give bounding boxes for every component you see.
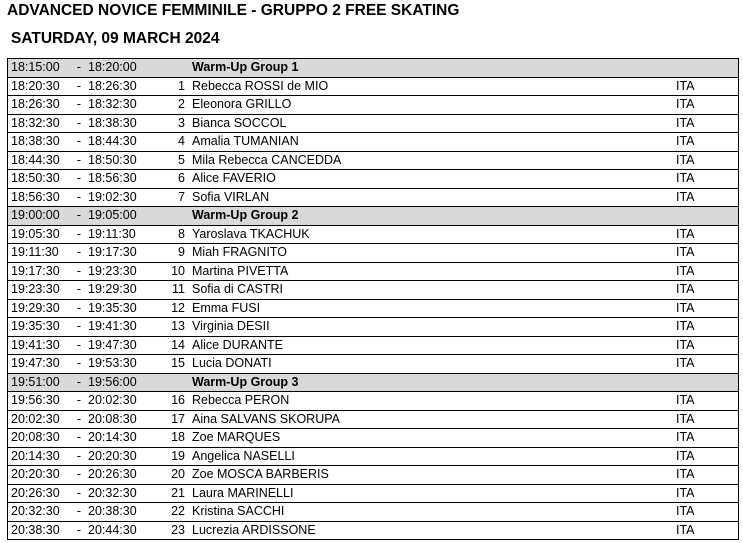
skater-row	[8, 188, 739, 207]
skater-name: Eleonora GRILLO	[192, 96, 650, 115]
nation: ITA	[650, 133, 739, 152]
time-separator: -	[72, 244, 86, 263]
start-number: 17	[152, 410, 192, 429]
time-separator: -	[72, 151, 86, 170]
time-separator: -	[72, 299, 86, 318]
start-time: 19:05:30	[8, 225, 73, 244]
skater-name: Bianca SOCCOL	[192, 114, 650, 133]
skater-name: Kristina SACCHI	[192, 503, 650, 522]
start-time: 18:50:30	[8, 170, 73, 189]
start-number: 1	[152, 77, 192, 96]
skater-row	[8, 447, 739, 466]
end-time: 19:53:30	[86, 355, 152, 374]
start-number: 7	[152, 188, 192, 207]
end-time: 19:47:30	[86, 336, 152, 355]
nation: ITA	[650, 392, 739, 411]
start-number: 14	[152, 336, 192, 355]
start-time: 19:23:30	[8, 281, 73, 300]
schedule-body	[8, 59, 739, 540]
end-time: 18:50:30	[86, 151, 152, 170]
skater-row	[8, 244, 739, 263]
start-number: 3	[152, 114, 192, 133]
start-time: 18:56:30	[8, 188, 73, 207]
skater-row	[8, 429, 739, 448]
start-time: 18:26:30	[8, 96, 73, 115]
time-separator: -	[72, 114, 86, 133]
start-number: 15	[152, 355, 192, 374]
nation	[650, 59, 739, 78]
nation: ITA	[650, 336, 739, 355]
nation: ITA	[650, 447, 739, 466]
time-separator: -	[72, 336, 86, 355]
skater-row	[8, 281, 739, 300]
skater-row	[8, 114, 739, 133]
end-time: 19:56:00	[86, 373, 152, 392]
skater-name: Lucia DONATI	[192, 355, 650, 374]
end-time: 19:35:30	[86, 299, 152, 318]
start-time: 19:56:30	[8, 392, 73, 411]
nation: ITA	[650, 466, 739, 485]
skater-name: Virginia DESII	[192, 318, 650, 337]
schedule-table	[7, 58, 739, 540]
time-separator: -	[72, 77, 86, 96]
skater-name: Amalia TUMANIAN	[192, 133, 650, 152]
warmup-row	[8, 207, 739, 226]
start-number	[152, 59, 192, 78]
skater-row	[8, 410, 739, 429]
start-time: 20:38:30	[8, 521, 73, 540]
skater-row	[8, 484, 739, 503]
start-number: 23	[152, 521, 192, 540]
skater-name: Mila Rebecca CANCEDDA	[192, 151, 650, 170]
end-time: 19:02:30	[86, 188, 152, 207]
time-separator: -	[72, 521, 86, 540]
start-number	[152, 373, 192, 392]
skater-name: Sofia VIRLAN	[192, 188, 650, 207]
nation: ITA	[650, 484, 739, 503]
nation	[650, 207, 739, 226]
start-number: 18	[152, 429, 192, 448]
nation: ITA	[650, 355, 739, 374]
time-separator: -	[72, 466, 86, 485]
skater-row	[8, 133, 739, 152]
start-number: 22	[152, 503, 192, 522]
time-separator: -	[72, 207, 86, 226]
start-number: 8	[152, 225, 192, 244]
skater-name: Aina SALVANS SKORUPA	[192, 410, 650, 429]
skater-name: Miah FRAGNITO	[192, 244, 650, 263]
start-time: 18:15:00	[8, 59, 73, 78]
start-time: 19:47:30	[8, 355, 73, 374]
time-separator: -	[72, 59, 86, 78]
warmup-row	[8, 373, 739, 392]
skater-name: Zoe MOSCA BARBERIS	[192, 466, 650, 485]
time-separator: -	[72, 429, 86, 448]
time-separator: -	[72, 225, 86, 244]
nation: ITA	[650, 244, 739, 263]
time-separator: -	[72, 318, 86, 337]
skater-row	[8, 355, 739, 374]
end-time: 20:08:30	[86, 410, 152, 429]
skater-row	[8, 503, 739, 522]
start-number: 19	[152, 447, 192, 466]
nation: ITA	[650, 429, 739, 448]
time-separator: -	[72, 170, 86, 189]
skater-name: Emma FUSI	[192, 299, 650, 318]
end-time: 20:38:30	[86, 503, 152, 522]
warmup-group-label: Warm-Up Group 2	[192, 207, 650, 226]
nation: ITA	[650, 225, 739, 244]
start-number: 9	[152, 244, 192, 263]
end-time: 19:17:30	[86, 244, 152, 263]
start-time: 19:41:30	[8, 336, 73, 355]
start-number: 21	[152, 484, 192, 503]
skater-row	[8, 170, 739, 189]
end-time: 20:32:30	[86, 484, 152, 503]
skater-name: Rebecca PERON	[192, 392, 650, 411]
start-number: 10	[152, 262, 192, 281]
start-number	[152, 207, 192, 226]
end-time: 18:56:30	[86, 170, 152, 189]
end-time: 19:05:00	[86, 207, 152, 226]
skater-row	[8, 318, 739, 337]
time-separator: -	[72, 281, 86, 300]
skater-name: Alice DURANTE	[192, 336, 650, 355]
start-number: 20	[152, 466, 192, 485]
start-time: 19:00:00	[8, 207, 73, 226]
time-separator: -	[72, 410, 86, 429]
nation: ITA	[650, 262, 739, 281]
skater-row	[8, 96, 739, 115]
time-separator: -	[72, 447, 86, 466]
end-time: 19:23:30	[86, 262, 152, 281]
end-time: 19:29:30	[86, 281, 152, 300]
time-separator: -	[72, 484, 86, 503]
page-title: ADVANCED NOVICE FEMMINILE - GRUPPO 2 FREE SKATING	[7, 2, 460, 19]
time-separator: -	[72, 355, 86, 374]
start-number: 13	[152, 318, 192, 337]
time-separator: -	[72, 96, 86, 115]
nation: ITA	[650, 114, 739, 133]
time-separator: -	[72, 392, 86, 411]
skater-row	[8, 336, 739, 355]
start-number: 4	[152, 133, 192, 152]
start-time: 18:32:30	[8, 114, 73, 133]
skater-row	[8, 77, 739, 96]
skater-name: Lucrezia ARDISSONE	[192, 521, 650, 540]
nation: ITA	[650, 96, 739, 115]
start-time: 18:20:30	[8, 77, 73, 96]
skater-row	[8, 466, 739, 485]
time-separator: -	[72, 503, 86, 522]
nation: ITA	[650, 281, 739, 300]
time-separator: -	[72, 133, 86, 152]
skater-row	[8, 151, 739, 170]
skater-name: Sofia di CASTRI	[192, 281, 650, 300]
nation: ITA	[650, 77, 739, 96]
warmup-group-label: Warm-Up Group 1	[192, 59, 650, 78]
start-time: 19:35:30	[8, 318, 73, 337]
nation: ITA	[650, 299, 739, 318]
start-time: 20:08:30	[8, 429, 73, 448]
time-separator: -	[72, 188, 86, 207]
start-number: 5	[152, 151, 192, 170]
skater-row	[8, 299, 739, 318]
end-time: 20:26:30	[86, 466, 152, 485]
skater-name: Martina PIVETTA	[192, 262, 650, 281]
end-time: 18:38:30	[86, 114, 152, 133]
start-time: 19:29:30	[8, 299, 73, 318]
start-time: 20:14:30	[8, 447, 73, 466]
start-time: 20:32:30	[8, 503, 73, 522]
end-time: 19:11:30	[86, 225, 152, 244]
nation: ITA	[650, 170, 739, 189]
skater-row	[8, 225, 739, 244]
start-time: 18:38:30	[8, 133, 73, 152]
end-time: 18:20:00	[86, 59, 152, 78]
time-separator: -	[72, 373, 86, 392]
time-separator: -	[72, 262, 86, 281]
end-time: 18:26:30	[86, 77, 152, 96]
start-number: 12	[152, 299, 192, 318]
event-date: SATURDAY, 09 MARCH 2024	[11, 30, 220, 47]
start-time: 19:11:30	[8, 244, 73, 263]
start-time: 19:51:00	[8, 373, 73, 392]
nation: ITA	[650, 410, 739, 429]
skater-name: Rebecca ROSSI de MIO	[192, 77, 650, 96]
nation: ITA	[650, 503, 739, 522]
start-time: 20:20:30	[8, 466, 73, 485]
end-time: 20:44:30	[86, 521, 152, 540]
skater-name: Angelica NASELLI	[192, 447, 650, 466]
start-number: 2	[152, 96, 192, 115]
skater-name: Yaroslava TKACHUK	[192, 225, 650, 244]
nation: ITA	[650, 188, 739, 207]
end-time: 19:41:30	[86, 318, 152, 337]
skater-row	[8, 392, 739, 411]
start-time: 18:44:30	[8, 151, 73, 170]
start-time: 20:02:30	[8, 410, 73, 429]
end-time: 20:02:30	[86, 392, 152, 411]
warmup-row	[8, 59, 739, 78]
start-time: 20:26:30	[8, 484, 73, 503]
skater-name: Laura MARINELLI	[192, 484, 650, 503]
nation	[650, 373, 739, 392]
end-time: 20:20:30	[86, 447, 152, 466]
nation: ITA	[650, 521, 739, 540]
warmup-group-label: Warm-Up Group 3	[192, 373, 650, 392]
start-number: 16	[152, 392, 192, 411]
skater-name: Alice FAVERIO	[192, 170, 650, 189]
skater-row	[8, 262, 739, 281]
skater-row	[8, 521, 739, 540]
skater-name: Zoe MARQUES	[192, 429, 650, 448]
nation: ITA	[650, 318, 739, 337]
start-number: 11	[152, 281, 192, 300]
end-time: 18:32:30	[86, 96, 152, 115]
nation: ITA	[650, 151, 739, 170]
start-time: 19:17:30	[8, 262, 73, 281]
start-number: 6	[152, 170, 192, 189]
end-time: 20:14:30	[86, 429, 152, 448]
end-time: 18:44:30	[86, 133, 152, 152]
